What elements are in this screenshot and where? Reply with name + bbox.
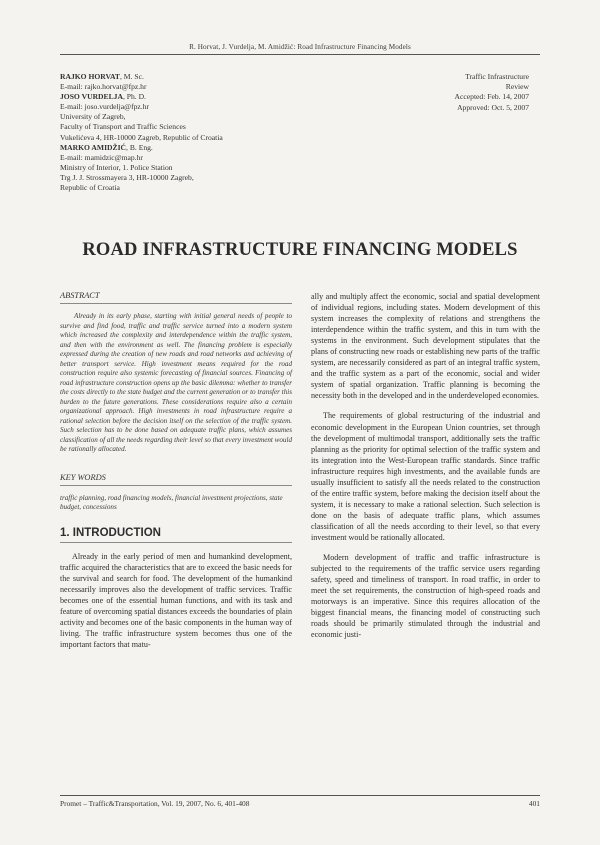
keywords-heading: KEY WORDS (60, 472, 106, 482)
author-email: E-mail: rajko.horvat@fpz.hr (60, 82, 147, 92)
paper-title: ROAD INFRASTRUCTURE FINANCING MODELS (82, 240, 518, 260)
abstract-text: Already in its early phase, starting with initial general needs of people to survive and find food, traffic and traffic service turned into a modern system which increased the complexity and interdependence within the traffic system, and then with the environment as well. The financing problem is especially expressed during the creation of new roads and road networks and achieving of better transport service. High investment means required for the road construction require also systemic forecasting of financial sources. Financing of road infrastructure construction opens up the basic dilemma: whether to transfer the costs directly to the state budget and the current generation or to transfer this burden to the future generations. These considerations require also a certain organizational approach. High investments in road infrastructure require a rational selection before the decision itself on the selection of the traffic system. Such selection has to be done based on adequate traffic plans, which assumes classification of all the needs regarding their level so that every investment would be rationally allocated. (60, 312, 292, 453)
author-name: MARKO AMIDŽIĆ (60, 142, 127, 152)
author-block (60, 72, 360, 193)
header-rule (60, 54, 540, 55)
affiliation-line: Vukelićeva 4, HR-10000 Zagreb, Republic of Croatia (60, 132, 223, 142)
page-number: 401 (528, 799, 540, 808)
keywords-text: traffic planning, road financing models, financial investment projections, state budget, concessions (60, 493, 283, 511)
journal-citation: Promet – Traffic&Transportation, Vol. 19, 2007, No. 6, 401-408 (60, 799, 250, 808)
approved-date: Approved: Oct. 5, 2007 (457, 102, 529, 112)
body-paragraph: ally and multiply affect the economic, social and spatial development of individual regions, including states. Modern development of this system increases the complexity of relations and strengthens the interdependence within the traffic system, and this in turn with the systems in the environment. Such development stipulates that the plans of constructing new roads or establishing new parts of the traffic system, are necessarily considered as part of an integral traffic system, and the traffic system as a part of the economic, social and wider system of spatial organization. Traffic planning is becoming the necessity both in the developed and in the underdeveloped economies. (311, 292, 540, 401)
abstract-heading: ABSTRACT (60, 291, 100, 300)
accepted-date: Accepted: Feb. 14, 2007 (454, 92, 529, 102)
introduction-paragraph: Already in the early period of men and humankind development, traffic acquired the characteristics that are to exceed the basic needs for the survival and search for food. The development of the humankind necessarily improves also the development of traffic services. Traffic becomes one of the essential human functions, and with its task and feature of overcoming spatial distances exceeds the boundaries of plain activity and becomes one of the basic components in the human way of living. The traffic infrastructure system becomes thus one of the important factors that matu- (60, 551, 292, 649)
right-column (311, 291, 540, 640)
affiliation-line: Faculty of Transport and Traffic Sciences (60, 122, 186, 132)
keywords-rule (60, 485, 292, 486)
article-category: Traffic Infrastructure (465, 72, 529, 81)
introduction-heading: 1. INTRODUCTION (60, 526, 161, 539)
abstract-rule (60, 303, 292, 304)
author-degree: , M. Sc. (120, 72, 144, 81)
author-1 (60, 72, 360, 92)
introduction-rule (60, 542, 292, 543)
body-paragraph: The requirements of global restructuring of the industrial and economic development in the European Union countries, set through the development of multimodal transport, additionally sets the traffic planning as the priority for optimal selection of the traffic system and its integration into the West-European traffic standards. Since traffic infrastructure requires high investments, and the available funds are usually insufficient to satisfy all the needs related to the construction of the entire traffic system, before making the decision itself about the system, it is necessary to make a rational selection. Such selection is done on the basis of adequate traffic plans, which assumes classification of all the needs according to their level, so that every investment would be rationally allocated. (311, 411, 540, 542)
affiliation-line: University of Zagreb, (60, 112, 126, 122)
author-name: RAJKO HORVAT (60, 72, 120, 81)
author-email: E-mail: joso.vurdelja@fpz.hr (60, 102, 150, 112)
author-name: JOSO VURDELJA (60, 92, 123, 102)
author-3 (60, 143, 360, 193)
article-type: Review (505, 82, 529, 92)
author-degree: , B. Eng. (126, 142, 153, 152)
body-paragraph: Modern development of traffic and traffic infrastructure is subjected to the requirements of the traffic service users regarding safety, speed and timeliness of transport. In road traffic, in order to meet the set requirements, the construction of high-speed roads and motorways is an imperative. Since this requires allocation of the biggest financial means, the financing model of constructing such roads should be primarily stimulated through the industrial and economic justi- (311, 553, 540, 640)
author-2 (60, 92, 360, 142)
affiliation-line: Republic of Croatia (60, 183, 120, 193)
running-head: R. Horvat, J. Vurdelja, M. Amidžić: Road Infrastructure Financing Models (189, 43, 411, 51)
author-degree: , Ph. D. (122, 92, 146, 102)
footer-rule (60, 795, 540, 796)
affiliation-line: Ministry of Interior, 1. Police Station (60, 162, 173, 172)
author-email: E-mail: mamidzic@map.hr (60, 152, 143, 162)
left-column (60, 291, 292, 650)
article-meta (329, 72, 529, 113)
affiliation-line: Trg J. J. Strossmayera 3, HR-10000 Zagreb, (60, 172, 194, 182)
